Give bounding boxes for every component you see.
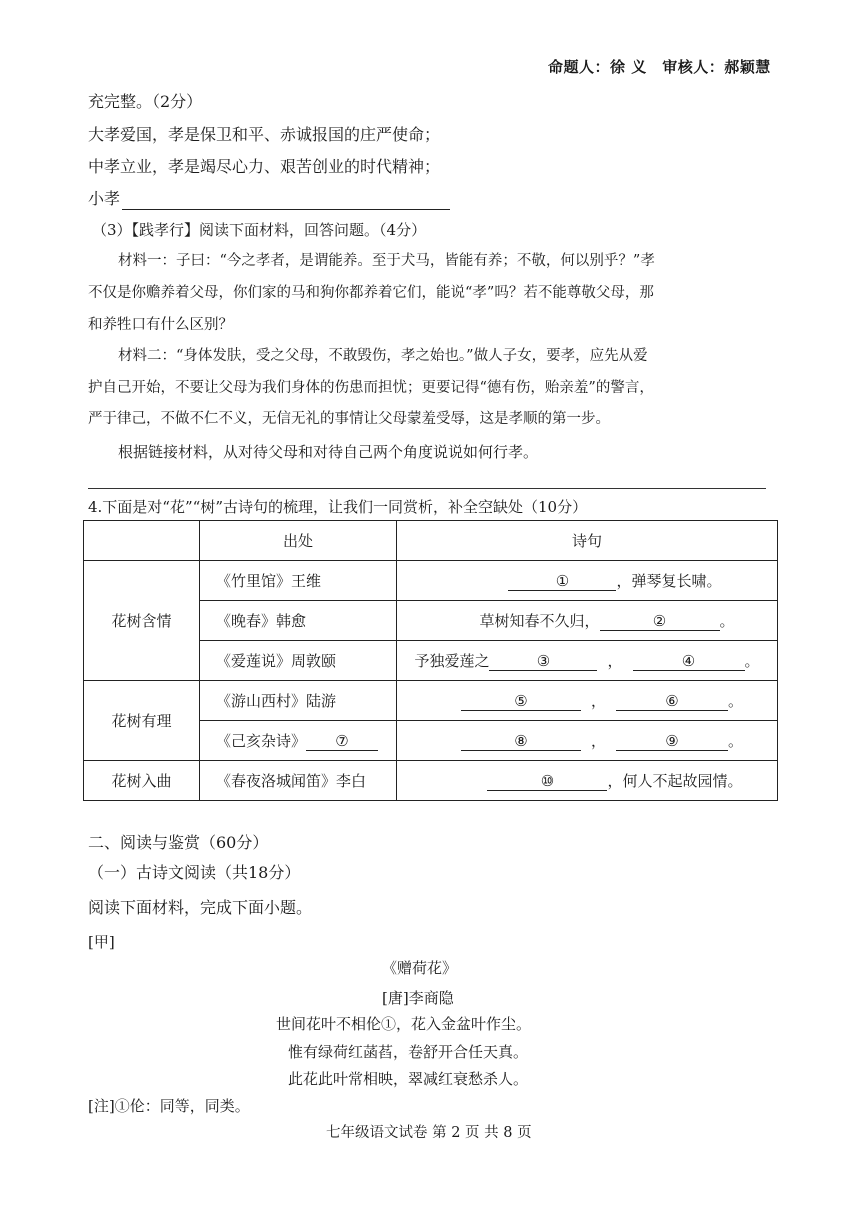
slogan-line-2: 中孝立业，孝是竭尽心力、艰苦创业的时代精神；	[88, 157, 441, 176]
poem-text: ，	[590, 692, 606, 710]
section-title: 二、阅读与鉴赏（60分）	[88, 833, 269, 852]
table-header-blank	[84, 521, 200, 561]
material-tag: [甲]	[88, 933, 115, 951]
table-header-poem: 诗句	[397, 521, 778, 561]
material-2-line-3: 严于律己，不做不仁不义，无信无礼的事情让父母蒙羞受辱，这是孝顺的第一步。	[88, 411, 610, 427]
material-2-line-2: 护自己开始，不要让父母为我们身体的伤患而担忧；更要记得“德有伤，贻亲羞”的警言，	[88, 380, 654, 396]
answer-line[interactable]	[88, 488, 766, 489]
blank-10[interactable]: ⑩	[487, 773, 607, 791]
poem-text: ，何人不起故园情。	[607, 772, 743, 790]
blank-5[interactable]: ⑤	[461, 693, 581, 711]
blank-7[interactable]: ⑦	[306, 733, 378, 751]
page-footer: 七年级语文试卷 第 2 页 共 8 页	[326, 1125, 532, 1141]
q4-title: 4.下面是对“花”“树”古诗句的梳理，让我们一同赏析，补全空缺处（10分）	[88, 498, 588, 516]
poem-line-cell	[397, 721, 778, 761]
slogan-line-3-prefix: 小孝	[88, 189, 121, 208]
category-cell: 花树有理	[84, 681, 200, 761]
poem-text: ，	[607, 652, 623, 670]
q3-question: 根据链接材料，从对待父母和对待自己两个角度说说如何行孝。	[118, 443, 539, 461]
table-header-row	[84, 521, 778, 561]
instruction: 阅读下面材料，完成下面小题。	[88, 898, 313, 917]
exam-header: 命题人：徐 义 审核人：郝颖慧	[548, 58, 771, 76]
slogan-line-3	[88, 188, 450, 210]
category-cell: 花树含情	[84, 561, 200, 681]
blank-3[interactable]: ③	[489, 653, 597, 671]
q3-sub-title: （3）【践孝行】阅读下面材料，回答问题。（4分）	[92, 221, 427, 239]
poem-text: ，弹琴复长啸。	[616, 572, 722, 590]
source-text: 《己亥杂诗》	[216, 732, 307, 750]
material-1-line-1: 材料一：子曰：“今之孝者，是谓能养。至于犬马，皆能有养；不敬，何以别乎？”孝	[118, 253, 655, 269]
poem-line-cell	[397, 561, 778, 601]
source-cell: 《爱莲说》周敦颐	[200, 641, 397, 681]
poem-line-cell	[397, 681, 778, 721]
source-cell: 《游山西村》陆游	[200, 681, 397, 721]
poem-note: [注]①伦：同等，同类。	[88, 1097, 250, 1115]
table-row	[84, 681, 778, 721]
poem-text: ，	[590, 732, 606, 750]
source-cell: 《晚春》韩愈	[200, 601, 397, 641]
poem-line-cell	[397, 601, 778, 641]
category-cell: 花树入曲	[84, 761, 200, 801]
subsection-title: （一）古诗文阅读（共18分）	[88, 863, 301, 882]
table-row	[84, 561, 778, 601]
blank-2[interactable]: ②	[600, 613, 720, 631]
blank-9[interactable]: ⑨	[616, 733, 728, 751]
q3-continuation-line: 充完整。（2分）	[88, 92, 203, 111]
poem-text: 。	[728, 692, 744, 710]
poem-text: 。	[744, 652, 760, 670]
slogan-line-1: 大孝爱国，孝是保卫和平、赤诚报国的庄严使命；	[88, 125, 441, 144]
table-row	[84, 761, 778, 801]
source-cell	[200, 721, 397, 761]
blank-8[interactable]: ⑧	[461, 733, 581, 751]
poem-line: 惟有绿荷红菡萏，卷舒开合任天真。	[288, 1043, 529, 1061]
poem-line-cell	[397, 761, 778, 801]
poem-text: 予独爱莲之	[414, 652, 490, 670]
blank-6[interactable]: ⑥	[616, 693, 728, 711]
poem-text: 。	[728, 732, 744, 750]
poem-title: 《赠荷花》	[382, 959, 458, 977]
material-1-line-2: 不仅是你赡养着父母，你们家的马和狗你都养着它们，能说“孝”吗？若不能尊敬父母，那	[88, 285, 654, 301]
blank-1[interactable]: ①	[508, 573, 616, 591]
poem-table	[83, 520, 778, 801]
poem-text: 草树知春不久归，	[479, 612, 600, 630]
poem-line: 此花此叶常相映，翠减红衰愁杀人。	[288, 1070, 529, 1088]
poem-text: 。	[719, 612, 735, 630]
poem-line-cell	[397, 641, 778, 681]
source-cell: 《春夜洛城闻笛》李白	[200, 761, 397, 801]
answer-blank[interactable]	[122, 193, 450, 210]
poem-author: [唐]李商隐	[382, 989, 454, 1007]
table-header-source: 出处	[200, 521, 397, 561]
material-2-line-1: 材料二：“身体发肤，受之父母，不敢毁伤，孝之始也。”做人子女，要孝，应先从爱	[118, 348, 648, 364]
blank-4[interactable]: ④	[633, 653, 745, 671]
poem-line: 世间花叶不相伦①，花入金盆叶作尘。	[276, 1015, 532, 1033]
source-cell: 《竹里馆》王维	[200, 561, 397, 601]
material-1-line-3: 和养牲口有什么区别？	[88, 317, 233, 333]
